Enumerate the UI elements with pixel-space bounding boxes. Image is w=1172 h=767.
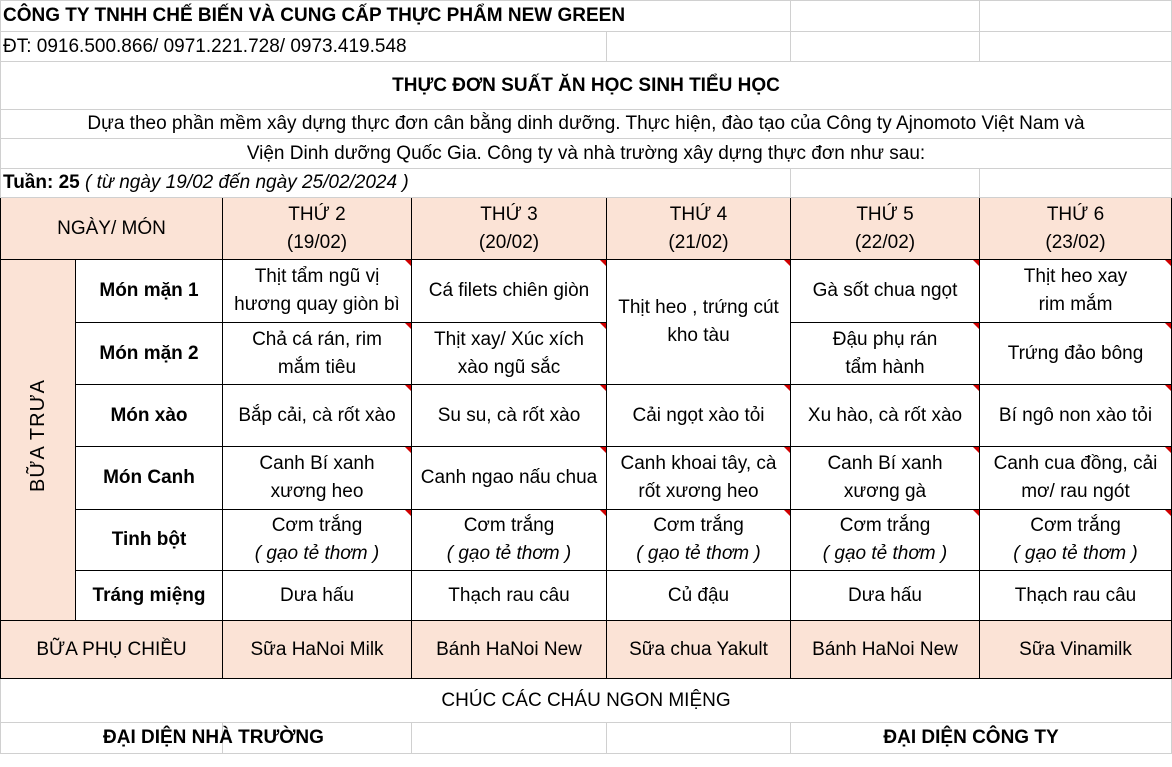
- menu-cell[interactable]: Thạch rau câu: [980, 571, 1172, 621]
- empty-cell[interactable]: [791, 32, 980, 62]
- closing-wish: CHÚC CÁC CHÁU NGON MIỆNG: [1, 679, 1172, 723]
- rice-main: Cơm trắng: [1030, 515, 1121, 536]
- page-title: THỰC ĐƠN SUẤT ĂN HỌC SINH TIỂU HỌC: [1, 62, 1172, 110]
- empty-cell[interactable]: [980, 32, 1172, 62]
- day-name: THỨ 3: [480, 203, 538, 225]
- empty-cell[interactable]: [607, 723, 791, 754]
- menu-cell[interactable]: Canh Bí xanh xương heo: [223, 447, 412, 510]
- menu-cell[interactable]: [980, 510, 1172, 571]
- day-date: (21/02): [668, 231, 729, 253]
- day-name: THỨ 4: [669, 203, 728, 225]
- empty-cell[interactable]: [607, 32, 791, 62]
- empty-cell[interactable]: [791, 169, 980, 198]
- menu-cell[interactable]: Thịt heo , trứng cút kho tàu: [607, 260, 791, 385]
- lunch-label-cell: [1, 260, 76, 621]
- day-header-wed: [607, 198, 791, 260]
- company-name: CÔNG TY TNHH CHẾ BIẾN VÀ CUNG CẤP THỰC PHẨM NEW GREEN: [1, 1, 791, 32]
- menu-cell[interactable]: [791, 510, 980, 571]
- menu-cell[interactable]: Thịt heo xay rim mắm: [980, 260, 1172, 323]
- menu-cell[interactable]: Chả cá rán, rim mắm tiêu: [223, 323, 412, 385]
- school-rep: [1, 723, 324, 754]
- week-label: Tuần: 25: [3, 172, 80, 193]
- menu-cell[interactable]: Trứng đảo bông: [980, 323, 1172, 385]
- rice-note: ( gạo tẻ thơm ): [822, 543, 948, 564]
- day-date: (19/02): [286, 231, 348, 253]
- rice-note: ( gạo tẻ thơm ): [254, 543, 380, 564]
- menu-cell[interactable]: Thịt xay/ Xúc xích xào ngũ sắc: [412, 323, 607, 385]
- menu-cell[interactable]: Xu hào, cà rốt xào: [791, 385, 980, 447]
- menu-cell[interactable]: [607, 510, 791, 571]
- menu-cell[interactable]: Cá filets chiên giòn: [412, 260, 607, 323]
- day-header-mon: [223, 198, 412, 260]
- day-name: THỨ 6: [1046, 203, 1105, 225]
- rice-note: ( gạo tẻ thơm ): [446, 543, 572, 564]
- row-label-man1: Món mặn 1: [76, 260, 223, 323]
- day-header-tue: [412, 198, 607, 260]
- row-label-man2: Món mặn 2: [76, 323, 223, 385]
- menu-cell[interactable]: Đậu phụ rán tẩm hành: [791, 323, 980, 385]
- school-rep-label: ĐẠI DIỆN NHÀ TRƯỜNG: [103, 727, 324, 748]
- menu-cell[interactable]: Thạch rau câu: [412, 571, 607, 621]
- day-date: (22/02): [854, 231, 916, 253]
- snack-cell[interactable]: Sữa Vinamilk: [980, 621, 1172, 679]
- phone-line: ĐT: 0916.500.866/ 0971.221.728/ 0973.419.548: [1, 32, 607, 62]
- snack-cell[interactable]: Sữa chua Yakult: [607, 621, 791, 679]
- intro-line-2: Viện Dinh dưỡng Quốc Gia. Công ty và nhà trường xây dựng thực đơn như sau:: [1, 139, 1172, 169]
- company-rep-label: ĐẠI DIỆN CÔNG TY: [883, 727, 1059, 748]
- lunch-label: BỮA TRƯA: [27, 379, 49, 492]
- rice-note: ( gạo tẻ thơm ): [1013, 543, 1138, 564]
- empty-cell[interactable]: [412, 723, 607, 754]
- intro-line-1: Dựa theo phần mềm xây dựng thực đơn cân bằng dinh dưỡng. Thực hiện, đào tạo của Công ty Ajnomoto Việt Nam và: [1, 110, 1172, 139]
- snack-cell[interactable]: Bánh HaNoi New: [791, 621, 980, 679]
- menu-cell[interactable]: Bí ngô non xào tỏi: [980, 385, 1172, 447]
- menu-cell[interactable]: Cải ngọt xào tỏi: [607, 385, 791, 447]
- day-name: THỨ 2: [288, 203, 346, 225]
- day-date: (23/02): [1045, 231, 1106, 253]
- day-date: (20/02): [478, 231, 540, 253]
- day-header-thu: [791, 198, 980, 260]
- menu-cell[interactable]: Dưa hấu: [223, 571, 412, 621]
- menu-cell[interactable]: Dưa hấu: [791, 571, 980, 621]
- menu-cell[interactable]: Canh khoai tây, cà rốt xương heo: [607, 447, 791, 510]
- row-label-tinhbot: Tinh bột: [76, 510, 223, 571]
- rice-main: Cơm trắng: [271, 515, 363, 536]
- empty-cell[interactable]: [980, 1, 1172, 32]
- row-label-xao: Món xào: [76, 385, 223, 447]
- day-header-fri: [980, 198, 1172, 260]
- rice-main: Cơm trắng: [463, 515, 555, 536]
- menu-cell[interactable]: Su su, cà rốt xào: [412, 385, 607, 447]
- menu-cell[interactable]: Canh cua đồng, cải mơ/ rau ngót: [980, 447, 1172, 510]
- menu-cell[interactable]: Củ đậu: [607, 571, 791, 621]
- snack-cell[interactable]: Bánh HaNoi New: [412, 621, 607, 679]
- menu-cell[interactable]: Gà sốt chua ngọt: [791, 260, 980, 323]
- week-range: ( từ ngày 19/02 đến ngày 25/02/2024 ): [79, 172, 409, 193]
- rice-note: ( gạo tẻ thơm ): [636, 543, 761, 564]
- rice-main: Cơm trắng: [653, 515, 744, 536]
- menu-cell[interactable]: Canh Bí xanh xương gà: [791, 447, 980, 510]
- rice-main: Cơm trắng: [839, 515, 931, 536]
- empty-cell[interactable]: [223, 723, 412, 754]
- empty-cell[interactable]: [980, 169, 1172, 198]
- menu-cell[interactable]: [223, 510, 412, 571]
- menu-cell[interactable]: Thịt tẩm ngũ vị hương quay giòn bì: [223, 260, 412, 323]
- day-name: THỨ 5: [856, 203, 914, 225]
- company-rep: [791, 723, 1172, 754]
- snack-cell[interactable]: Sữa HaNoi Milk: [223, 621, 412, 679]
- menu-cell[interactable]: Canh ngao nấu chua: [412, 447, 607, 510]
- snack-label: BỮA PHỤ CHIỀU: [1, 621, 223, 679]
- row-label-canh: Món Canh: [76, 447, 223, 510]
- week-info: [1, 169, 791, 198]
- menu-cell[interactable]: [412, 510, 607, 571]
- corner-header: NGÀY/ MÓN: [1, 198, 223, 260]
- empty-cell[interactable]: [791, 1, 980, 32]
- menu-cell[interactable]: Bắp cải, cà rốt xào: [223, 385, 412, 447]
- row-label-trang: Tráng miệng: [76, 571, 223, 621]
